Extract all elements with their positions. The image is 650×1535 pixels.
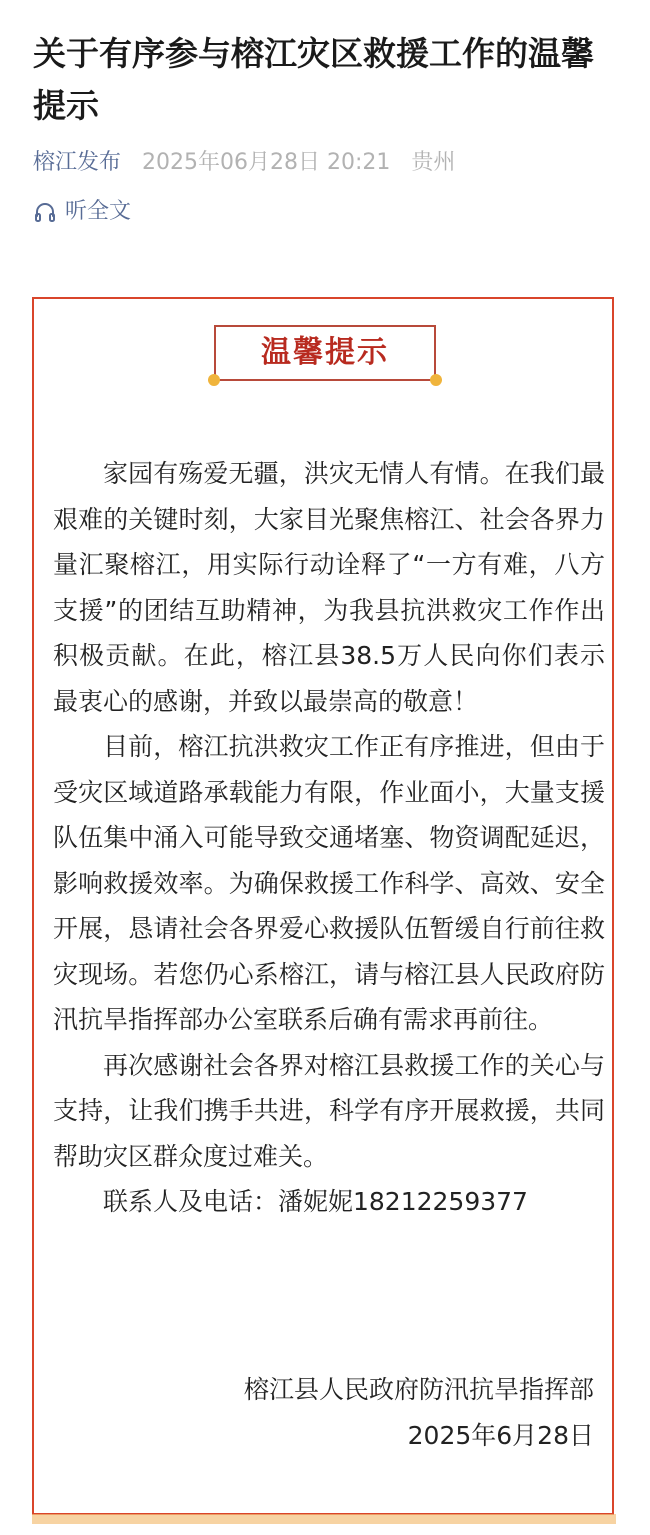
account-name-link[interactable]: 榕江发布 <box>33 150 122 175</box>
notice-body <box>53 451 605 1225</box>
notice-badge-title: 温馨提示 <box>261 335 389 370</box>
notice-bottom-bar <box>32 1514 616 1524</box>
notice-contact: 联系人及电话：潘妮妮18212259377 <box>103 1187 528 1216</box>
listen-full-text-button[interactable] <box>33 196 131 228</box>
notice-signature <box>244 1367 594 1459</box>
publish-location: 贵州 <box>411 150 456 175</box>
notice-paragraph: 家园有殇爱无疆，洪灾无情人有情。在我们最艰难的关键时刻，大家目光聚焦榕江、社会各界力量汇聚榕江，用实际行动诠释了“一方有难，八方支援”的团结互助精神，为我县抗洪救灾工作作出积极贡献。在此，榕江县38.5万人民向你们表示最衷心的感谢，并致以最崇高的敬意！ <box>53 459 605 716</box>
notice-card <box>32 297 614 1515</box>
badge-underline <box>214 379 436 381</box>
headphones-icon <box>33 200 57 224</box>
signature-org: 榕江县人民政府防汛抗旱指挥部 <box>243 1375 594 1404</box>
badge-dot-left <box>208 374 220 386</box>
article-title: 关于有序参与榕江灾区救援工作的温馨提示 <box>33 34 594 125</box>
notice-paragraph: 再次感谢社会各界对榕江县救援工作的关心与支持，让我们携手共进，科学有序开展救援，共同帮助灾区群众度过难关。 <box>53 1050 605 1171</box>
badge-dot-right <box>430 374 442 386</box>
listen-label: 听全文 <box>65 199 132 224</box>
notice-paragraph: 目前，榕江抗洪救灾工作正有序推进，但由于受灾区域道路承载能力有限，作业面小，大量支援队伍集中涌入可能导致交通堵塞、物资调配延迟，影响救援效率。为确保救援工作科学、高效、安全开展，恳请社会各界爱心救援队伍暂缓自行前往救灾现场。若您仍心系榕江，请与榕江县人民政府防汛抗旱指挥部办公室联系后确有需求再前往。 <box>53 732 605 1034</box>
publish-datetime: 2025年06月28日 20:21 <box>142 150 391 175</box>
signature-date: 2025年6月28日 <box>407 1421 594 1450</box>
notice-badge <box>214 325 436 380</box>
article-meta <box>33 147 455 179</box>
